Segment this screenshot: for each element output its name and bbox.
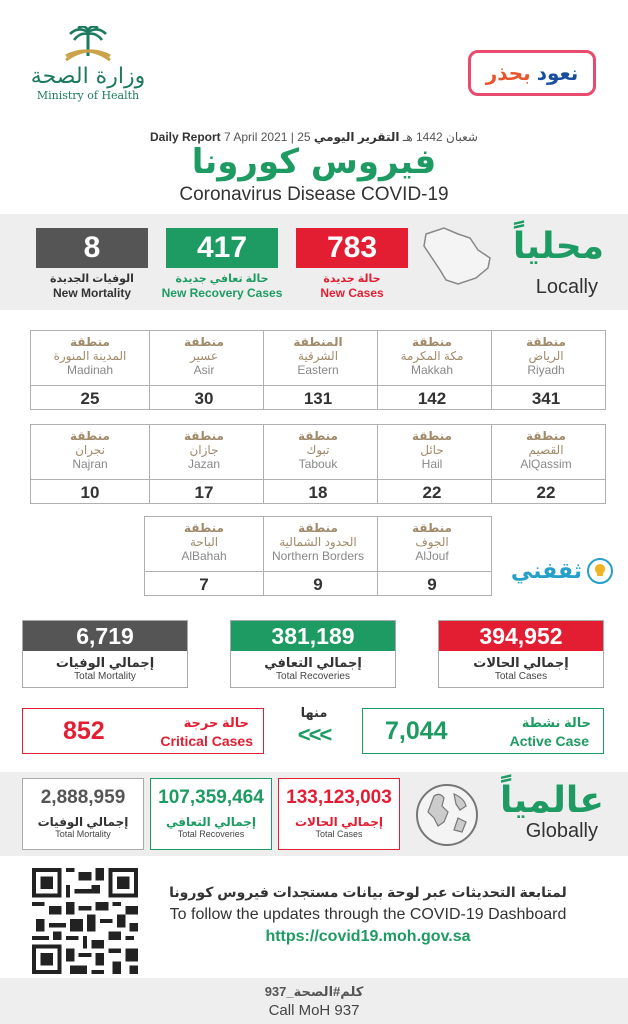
region-new-cases: 10 <box>31 479 149 504</box>
global-recoveries-value: 107,359,464 <box>158 787 264 808</box>
region-card <box>144 516 264 596</box>
new-recovery-value: 417 <box>166 228 278 268</box>
report-date-line: Daily Report 7 April 2021 | 25 شعبان 1442 هـ التقرير اليومي <box>150 130 478 144</box>
global-mortality-label-ar: إجمالي الوفيات <box>37 815 129 829</box>
region-card <box>30 424 150 504</box>
region-name-ar: المدينة المنورة <box>53 349 127 363</box>
region-name-en: Riyadh <box>527 363 565 377</box>
region-new-cases: 9 <box>373 571 491 596</box>
region-name-en: AlBahah <box>181 549 227 563</box>
region-card <box>372 424 492 504</box>
region-prefix-ar: منطقة <box>184 521 224 535</box>
region-prefix-ar: منطقة <box>70 429 110 443</box>
region-name-en: Hail <box>421 457 443 471</box>
new-mortality-label-ar: الوفيات الجديدة <box>50 273 134 285</box>
region-card <box>144 424 264 504</box>
region-name-en: Makkah <box>410 363 454 377</box>
qr-code-icon <box>32 868 138 974</box>
call-hashtag-arabic: كلم#الصحة_937 <box>264 984 364 999</box>
total-cases-value: 394,952 <box>439 621 603 651</box>
lightbulb-icon <box>586 557 614 585</box>
critical-cases-label-en: Critical Cases <box>160 733 253 749</box>
region-prefix-ar: المنطقة <box>293 335 343 349</box>
follow-text-english: To follow the updates through the COVID-19 Dashboard <box>169 906 567 923</box>
region-name-ar: حائل <box>420 443 444 457</box>
region-new-cases: 341 <box>487 385 605 410</box>
active-cases-label-ar: حالة نشطة <box>521 715 591 730</box>
region-new-cases: 7 <box>145 571 263 596</box>
region-new-cases: 25 <box>31 385 149 410</box>
region-prefix-ar: منطقة <box>526 429 566 443</box>
page-title-arabic: فيروس كورونا <box>191 142 437 182</box>
region-new-cases: 17 <box>145 479 263 504</box>
global-mortality-label-en: Total Mortality <box>55 829 111 839</box>
region-new-cases: 18 <box>259 479 377 504</box>
region-name-ar: الشرقية <box>297 349 339 363</box>
region-name-ar: عسير <box>189 349 219 363</box>
region-card <box>30 330 150 410</box>
global-mortality-card <box>22 778 144 850</box>
new-recovery-label-ar: حالة تعافي جديدة <box>175 273 269 285</box>
region-name-en: AlQassim <box>520 457 572 471</box>
region-new-cases: 142 <box>373 385 491 410</box>
total-recoveries-label-en: Total Recoveries <box>276 671 350 682</box>
region-card <box>486 424 606 504</box>
new-cases-value: 783 <box>296 228 408 268</box>
total-mortality-label-en: Total Mortality <box>74 671 136 682</box>
active-cases-label-en: Active Case <box>509 733 589 749</box>
total-mortality-label-ar: إجمالي الوفيات <box>55 655 155 670</box>
campaign-word-1: نعود <box>536 62 579 85</box>
campaign-logo <box>468 50 596 96</box>
region-prefix-ar: منطقة <box>412 335 452 349</box>
global-cases-label-en: Total Cases <box>315 829 363 839</box>
region-card <box>258 424 378 504</box>
new-cases-label-ar: حالة جديدة <box>323 273 381 285</box>
region-name-ar: الحدود الشمالية <box>279 535 357 549</box>
total-recoveries-value: 381,189 <box>231 621 395 651</box>
region-name-ar: نجران <box>75 443 105 457</box>
region-new-cases: 22 <box>487 479 605 504</box>
palm-swords-icon <box>58 26 118 62</box>
critical-cases-card <box>22 708 264 754</box>
region-name-en: Najran <box>72 457 108 471</box>
region-name-en: Tabouk <box>298 457 338 471</box>
total-recoveries-label-ar: إجمالي التعافي <box>264 655 362 670</box>
report-label-en: Daily Report <box>150 130 221 144</box>
of-which-label: منها <box>300 705 328 720</box>
region-card <box>372 330 492 410</box>
total-cases-card <box>438 620 604 688</box>
local-title-english: Locally <box>535 276 598 298</box>
region-prefix-ar: منطقة <box>412 429 452 443</box>
region-new-cases: 22 <box>373 479 491 504</box>
critical-cases-label-ar: حالة حرجة <box>183 715 249 730</box>
region-new-cases: 9 <box>259 571 377 596</box>
total-mortality-value: 6,719 <box>23 621 187 651</box>
report-label-ar: التقرير اليومي <box>313 130 400 144</box>
new-recovery-label-en: New Recovery Cases <box>161 286 283 300</box>
global-cases-value: 133,123,003 <box>286 787 392 808</box>
total-recoveries-card <box>230 620 396 688</box>
region-name-ar: مكة المكرمة <box>400 349 464 363</box>
dashboard-link[interactable]: https://covid19.moh.gov.sa <box>265 928 471 945</box>
region-name-ar: تبوك <box>306 443 330 457</box>
new-mortality-label-en: New Mortality <box>52 286 131 300</box>
thaqafni-text: ثقفني <box>510 558 582 584</box>
moh-logo-arabic: وزارة الصحة <box>30 64 146 89</box>
total-mortality-card <box>22 620 188 688</box>
global-title-arabic: عالمياً <box>500 780 604 821</box>
thaqafni-logo <box>494 546 614 596</box>
region-card <box>144 330 264 410</box>
region-prefix-ar: منطقة <box>184 429 224 443</box>
region-new-cases: 131 <box>259 385 377 410</box>
global-recoveries-card <box>150 778 272 850</box>
region-name-en: Jazan <box>187 457 221 471</box>
region-prefix-ar: منطقة <box>526 335 566 349</box>
region-name-ar: الجوف <box>415 535 449 549</box>
moh-logo <box>28 26 148 116</box>
global-mortality-value: 2,888,959 <box>40 787 126 808</box>
global-cases-card <box>278 778 400 850</box>
saudi-map-icon <box>418 224 494 288</box>
region-name-en: Eastern <box>297 363 339 377</box>
region-name-en: Northern Borders <box>271 549 365 563</box>
region-card <box>486 330 606 410</box>
region-name-ar: الباحة <box>189 535 219 549</box>
region-prefix-ar: منطقة <box>412 521 452 535</box>
region-name-ar: جازان <box>189 443 219 457</box>
region-prefix-ar: منطقة <box>298 429 338 443</box>
critical-cases-value: 852 <box>63 717 105 745</box>
region-card <box>258 330 378 410</box>
total-cases-label-ar: إجمالي الحالات <box>473 655 569 670</box>
call-moh-english: Call MoH 937 <box>268 1002 360 1019</box>
moh-logo-english: Ministry of Health <box>36 89 140 102</box>
region-name-en: AlJouf <box>415 549 449 563</box>
report-date-gregorian: 7 April 2021 <box>224 130 288 144</box>
region-prefix-ar: منطقة <box>184 335 224 349</box>
region-card <box>258 516 378 596</box>
region-name-en: Asir <box>193 363 215 377</box>
local-title-arabic: محلياً <box>512 226 604 267</box>
report-date-hijri: 25 شعبان 1442 هـ <box>297 130 478 144</box>
region-prefix-ar: منطقة <box>70 335 110 349</box>
global-recoveries-label-en: Total Recoveries <box>177 829 245 839</box>
new-cases-label-en: New Cases <box>320 286 384 300</box>
region-name-ar: الرياض <box>528 349 564 363</box>
new-mortality-value: 8 <box>36 228 148 268</box>
page-title-english: Coronavirus Disease COVID-19 <box>179 184 449 205</box>
globe-icon <box>414 782 480 848</box>
region-card <box>372 516 492 596</box>
region-name-en: Madinah <box>66 363 114 377</box>
total-cases-label-en: Total Cases <box>494 671 548 682</box>
arrows-icon: <<< <box>297 722 331 747</box>
global-recoveries-label-ar: إجمالي التعافي <box>165 815 257 829</box>
follow-text-arabic: لمتابعة التحديثات عبر لوحة بيانات مستجدات فيروس كورونا <box>169 884 567 900</box>
region-name-ar: القصيم <box>528 443 564 457</box>
campaign-word-2: بحذر <box>485 62 531 85</box>
region-prefix-ar: منطقة <box>298 521 338 535</box>
active-cases-card <box>362 708 604 754</box>
region-new-cases: 30 <box>145 385 263 410</box>
global-cases-label-ar: إجمالي الحالات <box>294 815 384 829</box>
active-cases-value: 7,044 <box>385 717 448 745</box>
global-title-english: Globally <box>525 820 598 842</box>
